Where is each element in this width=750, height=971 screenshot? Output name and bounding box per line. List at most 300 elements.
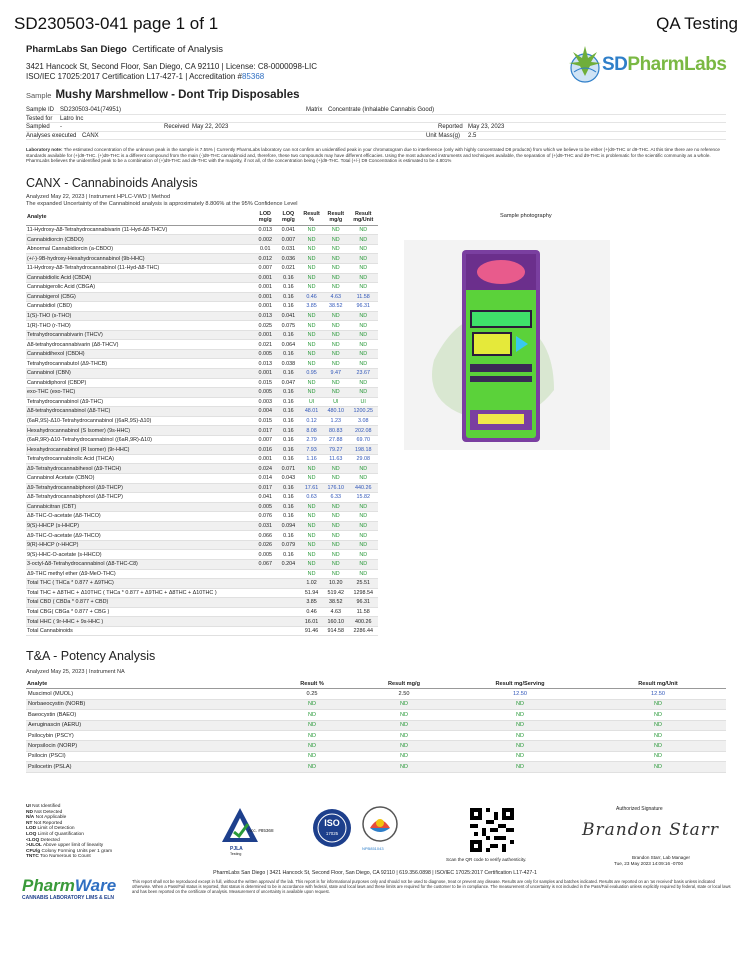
table-row: [26, 235, 378, 245]
sdpharmlabs-logo: [566, 40, 732, 90]
legend-item: ND Not Detected: [26, 809, 63, 815]
cell-value: 8.08: [300, 426, 323, 436]
cell-value: 0.079: [277, 540, 300, 550]
cell-value: 0.12: [300, 416, 323, 426]
total-label: Total THC ( THCa * 0.877 + Δ9THC): [26, 579, 254, 589]
cell-value: 0.16: [277, 550, 300, 560]
cell-value: ND: [300, 254, 323, 264]
cell-value: ND: [348, 225, 378, 235]
table-row: [26, 378, 378, 388]
table-row: [26, 502, 378, 512]
reported-date: May 23, 2023: [468, 124, 505, 131]
total-value: 11.58: [348, 607, 378, 617]
table-header: [26, 680, 726, 689]
canx-analyzed: Analyzed May 22, 2023 | Instrument HPLC-VWD | Method: [26, 194, 171, 200]
cell-value: UI: [323, 397, 348, 407]
total-value: 25.51: [348, 579, 378, 589]
lab-address-block: [26, 62, 317, 82]
cell-value: 0.16: [277, 426, 300, 436]
qr-caption: Scan the QR code to verify authenticity.: [446, 857, 527, 862]
cell-value: 0.017: [254, 426, 277, 436]
cell-value: ND: [348, 540, 378, 550]
cell-value: ND: [323, 540, 348, 550]
cell-value: ND: [300, 569, 323, 579]
footer-address: PharmLabs San Diego | 3421 Hancock St, Second Floor, San Diego, CA 92110 | 619.356.0898 | ISO/IEC 17025:2017 Certification L17-427-1: [213, 870, 537, 876]
cell-value: 0.013: [254, 311, 277, 321]
sample-label: Sample: [26, 91, 52, 100]
verification-qr-code[interactable]: [470, 808, 514, 852]
analyte-name: Hexahydrocannabinol (S Isomer) (9s-HHC): [26, 426, 254, 436]
table-row: [26, 330, 378, 340]
cell-value: 0.007: [254, 435, 277, 445]
table-row: [26, 710, 726, 720]
totals-row: [26, 588, 378, 598]
cell-value: 0.007: [254, 264, 277, 274]
cell-value: 0.047: [277, 378, 300, 388]
total-value: 16.01: [300, 617, 323, 627]
cell-value: ND: [266, 751, 358, 761]
logo-text-sd: SD: [602, 54, 628, 75]
unit-mass: 2.5: [468, 132, 477, 139]
cell-value: ND: [358, 699, 450, 709]
cell-value: 0.001: [254, 273, 277, 283]
analyte-name: 9(S)-HHCP (s-HHCP): [26, 521, 254, 531]
table-row: [26, 559, 378, 569]
empty-cell: [254, 598, 277, 608]
cell-value: ND: [300, 531, 323, 541]
legend-item: NT Not Reported: [26, 820, 63, 826]
canx-uncertainty: The expanded Uncertainty of the Cannabinoid analysis is approximately 8.806% at the 95% Confidence Level: [26, 201, 298, 207]
meta-row-2: Tested for Latro Inc: [26, 115, 726, 124]
cell-value: ND: [590, 751, 726, 761]
table-row: [26, 464, 378, 474]
table-row: [26, 302, 378, 312]
total-value: 1298.54: [348, 588, 378, 598]
table-row: [26, 426, 378, 436]
cell-value: 0.16: [277, 349, 300, 359]
pjla-icon: [220, 806, 260, 846]
analyte-name: Cannabigerol (CBG): [26, 292, 254, 302]
legend-item: >ULOL Above upper limit of linearity: [26, 843, 104, 849]
legend-item: LOD Limit of Detection: [26, 826, 75, 832]
cell-value: 38.52: [323, 302, 348, 312]
table-row: [26, 311, 378, 321]
analyte-name: (6aR,9R)-Δ10-Tetrahydrocannabinol ((6aR,9R)-Δ10): [26, 435, 254, 445]
analyte-name: Muscimol (MUOL): [26, 689, 266, 699]
cell-value: ND: [300, 550, 323, 560]
empty-cell: [277, 598, 300, 608]
cell-value: 0.041: [254, 493, 277, 503]
cell-value: ND: [323, 550, 348, 560]
cell-value: 69.70: [348, 435, 378, 445]
totals-row: [26, 626, 378, 636]
table-row: [26, 407, 378, 417]
cell-value: ND: [358, 730, 450, 740]
analyte-name: Cannabidiol (CBD): [26, 302, 254, 312]
table-row: [26, 445, 378, 455]
table-row: [26, 454, 378, 464]
cell-value: ND: [348, 321, 378, 331]
cell-value: 0.014: [254, 474, 277, 484]
doc-type: Certificate of Analysis: [132, 44, 223, 55]
cell-value: ND: [323, 321, 348, 331]
cell-value: 0.001: [254, 292, 277, 302]
cell-value: ND: [300, 264, 323, 274]
analyte-name: (6aR,9S)-Δ10-Tetrahydrocannabinol ((6aR,9S)-Δ10): [26, 416, 254, 426]
cell-value: 0.025: [254, 321, 277, 331]
analyte-name: Cannabigerolic Acid (CBGA): [26, 283, 254, 293]
cell-value: ND: [300, 330, 323, 340]
accreditation-link[interactable]: 85368: [241, 72, 265, 81]
cell-value: ND: [348, 264, 378, 274]
analyte-name: Psilocin (PSCI): [26, 751, 266, 761]
cell-value: 0.003: [254, 397, 277, 407]
analyte-name: Cannabidiphorol (CBDP): [26, 378, 254, 388]
total-value: 4.63: [323, 607, 348, 617]
cell-value: 0.012: [254, 254, 277, 264]
total-value: 91.46: [300, 626, 323, 636]
meta-row-4: Analyses executed CANX Unit Mass(g) 2.5: [26, 132, 726, 141]
cell-value: ND: [300, 235, 323, 245]
cell-value: 0.024: [254, 464, 277, 474]
cell-value: ND: [348, 502, 378, 512]
analyte-name: 1(R)-THO (r-THO): [26, 321, 254, 331]
col-loq: LOQ mg/g: [277, 210, 300, 225]
analyte-name: Cannabinol Acetate (CBNO): [26, 474, 254, 484]
cell-value: ND: [590, 710, 726, 720]
analyte-name: Δ9-THC methyl ether (Δ9-MeO-THC): [26, 569, 254, 579]
cell-value: 0.005: [254, 388, 277, 398]
cell-value: ND: [323, 283, 348, 293]
cell-value: 12.50: [590, 689, 726, 699]
lab-title-line: [26, 44, 223, 55]
analyte-name: Cannabicitran (CBT): [26, 502, 254, 512]
cell-value: 0.16: [277, 493, 300, 503]
table-row: [26, 359, 378, 369]
cell-value: ND: [450, 741, 590, 751]
cell-value: 9.47: [323, 369, 348, 379]
analyte-name: Tetrahydrocannabivarin (THCV): [26, 330, 254, 340]
cell-value: 0.076: [254, 512, 277, 522]
cell-value: 0.002: [254, 235, 277, 245]
cell-value: ND: [323, 349, 348, 359]
sample-photo-label: Sample photography: [500, 213, 552, 219]
analyte-name: Psilocybin (PSCY): [26, 730, 266, 740]
cell-value: 6.33: [323, 493, 348, 503]
cell-value: 17.61: [300, 483, 323, 493]
cell-value: ND: [348, 254, 378, 264]
page-header-label: QA Testing: [656, 14, 738, 33]
cell-value: 0.001: [254, 330, 277, 340]
cell-value: 0.031: [277, 244, 300, 254]
analyte-name: Cannabidiorcin (CBDO): [26, 235, 254, 245]
col-result-mgserving: Result mg/Serving: [450, 680, 590, 689]
cell-value: ND: [300, 559, 323, 569]
cell-value: 0.01: [254, 244, 277, 254]
cell-value: ND: [266, 699, 358, 709]
pjla-label: PJLA: [230, 846, 243, 852]
analyte-name: Δ8-Tetrahydrocannabiphorol (Δ8-THCP): [26, 493, 254, 503]
cell-value: ND: [323, 225, 348, 235]
iso-icon: [312, 808, 352, 848]
lab-address: 3421 Hancock St, Second Floor, San Diego, CA 92110 | License: C8-0000098-LIC: [26, 62, 317, 71]
cell-value: ND: [450, 720, 590, 730]
lab-name: PharmLabs San Diego: [26, 44, 127, 55]
total-label: Total THC + Δ8THC + Δ10THC ( THCa * 0.877 + Δ9THC + Δ8THC + Δ10THC ): [26, 588, 254, 598]
potency-table: [26, 680, 726, 773]
empty-cell: [254, 588, 277, 598]
cell-value: 11.63: [323, 454, 348, 464]
sample-photo: [404, 240, 610, 450]
cell-value: ND: [450, 730, 590, 740]
total-value: 51.94: [300, 588, 323, 598]
cell-value: 4.63: [323, 292, 348, 302]
table-row: [26, 483, 378, 493]
cell-value: ND: [323, 521, 348, 531]
totals-row: [26, 579, 378, 589]
total-label: Total HHC ( 9r-HHC + 9s-HHC ): [26, 617, 254, 627]
col-result-mgunit: Result mg/Unit: [590, 680, 726, 689]
empty-cell: [277, 626, 300, 636]
cell-value: 0.031: [254, 521, 277, 531]
cell-value: 0.46: [300, 292, 323, 302]
total-value: 10.20: [323, 579, 348, 589]
cell-value: 0.015: [254, 416, 277, 426]
total-label: Total CBG( CBGa * 0.877 + CBG ): [26, 607, 254, 617]
table-row: [26, 292, 378, 302]
cell-value: 0.007: [277, 235, 300, 245]
analyte-name: Δ8-tetrahydrocannabinol (Δ8-THC): [26, 407, 254, 417]
meta-row-1: Sample ID SD230503-041(74951) Matrix Concentrate (Inhalable Cannabis Good): [26, 106, 726, 115]
cell-value: ND: [300, 349, 323, 359]
iso-badge: ISO 17025: [312, 808, 352, 848]
cell-value: ND: [348, 521, 378, 531]
table-row: [26, 397, 378, 407]
cell-value: 0.16: [277, 483, 300, 493]
cell-value: 0.017: [254, 483, 277, 493]
cell-value: ND: [300, 502, 323, 512]
cell-value: 0.026: [254, 540, 277, 550]
cell-value: 202.08: [348, 426, 378, 436]
col-analyte: Analyte: [26, 680, 266, 689]
sample-title: [26, 89, 300, 101]
cell-value: UI: [300, 397, 323, 407]
table-row: [26, 340, 378, 350]
cell-value: 0.16: [277, 416, 300, 426]
page-header-id: SD230503-041 page 1 of 1: [14, 14, 219, 33]
col-result-pct: Result %: [300, 210, 323, 225]
cell-value: 0.004: [254, 407, 277, 417]
canx-title: CANX - Cannabinoids Analysis: [26, 176, 198, 190]
cell-value: ND: [266, 710, 358, 720]
analyte-name: 11-Hydroxy-Δ8-Tetrahydrocannabivarin (11-Hyd-Δ8-THCV): [26, 225, 254, 235]
cell-value: 0.021: [277, 264, 300, 274]
ta-analyzed: Analyzed May 25, 2023 | Instrument NA: [26, 669, 125, 675]
cell-value: ND: [300, 225, 323, 235]
analyte-name: Cannabinol (CBN): [26, 369, 254, 379]
cell-value: ND: [323, 512, 348, 522]
table-row: [26, 531, 378, 541]
cell-value: ND: [323, 244, 348, 254]
cell-value: 3.85: [300, 302, 323, 312]
analyte-name: Δ9-Tetrahydrocannabiphorol (Δ9-THCP): [26, 483, 254, 493]
table-row: [26, 521, 378, 531]
cell-value: 0.001: [254, 283, 277, 293]
table-header: [26, 210, 378, 225]
cell-value: ND: [323, 273, 348, 283]
cell-value: ND: [300, 244, 323, 254]
acc-label: Acc. #85368: [248, 828, 274, 833]
empty-cell: [277, 579, 300, 589]
table-row: [26, 550, 378, 560]
laboratory-note: Laboratory note: The estimated concentration of the unknown peak in the sample is 7.55% | Currently PharmLabs laboratory can not confirm an unidentified peak in your chromatogram due to interference (only with highly concentrated D8 products) from which we believe to be either (+)d9-THC or d9-THC. At this time there are no reference standards available for (+)d9-THC. (+)d9-THC is a different compound from the main (-)d9-THC cannabinoid and, therefore, these two compounds may have different efficacies. Using the most advanced instruments and techniques available, the separation of (+)d9-THC and d9-THC is problematic for the scientific community as a whole. PharmLabs believes the unidentified peak to be a combination of (+)d9-THC and d9-THC with the majority, if not all, of the concentration being (+)d9-THC. Total (+/-) D9 Concentration is estimated to be 4.801%: [26, 147, 720, 164]
cell-value: 0.001: [254, 302, 277, 312]
cell-value: ND: [358, 720, 450, 730]
cell-value: [277, 569, 300, 579]
total-value: 3.85: [300, 598, 323, 608]
cell-value: ND: [358, 710, 450, 720]
legend-item: N/A Not Applicable: [26, 815, 67, 821]
legend-item: TNTC Too Numerous to Count: [26, 854, 91, 860]
analyte-name: Tetrahydrocannabutol (Δ9-THCB): [26, 359, 254, 369]
cell-value: ND: [348, 330, 378, 340]
cell-value: ND: [300, 378, 323, 388]
total-value: 96.31: [348, 598, 378, 608]
cell-value: ND: [300, 359, 323, 369]
cell-value: 3.08: [348, 416, 378, 426]
cell-value: ND: [590, 720, 726, 730]
cell-value: ND: [358, 762, 450, 772]
analyte-name: Norbaeocystin (NORB): [26, 699, 266, 709]
cell-value: ND: [348, 512, 378, 522]
total-value: 160.10: [323, 617, 348, 627]
table-row: [26, 730, 726, 740]
empty-cell: [277, 617, 300, 627]
cell-value: ND: [266, 762, 358, 772]
table-row: [26, 762, 726, 772]
footer-disclaimer: This report shall not be reproduced except in full, without the written approval of the lab. This report is for informational purposes only and should not be used to diagnose, treat or prevent any disease. Results are only for samples and batches indicated. Results are reported on an 'as received' basis unless indicated otherwise. When a Pass/Fail status is reported, that status is determined to be in accordance with federal, state and local laws and these limits are required for the customer to be in compliance. The measurement of uncertainty is not included in the Pass/Fail evaluation unless explicitly required by federal, state or local laws and has been reported on the certificate of analysis. Measurement of uncertainty is available upon request.: [132, 879, 731, 894]
cell-value: ND: [348, 378, 378, 388]
cell-value: ND: [323, 559, 348, 569]
legend-item: UI Not Identified: [26, 804, 61, 809]
cell-value: 0.041: [277, 311, 300, 321]
analyte-name: Δ9-THC-O-acetate (Δ9-THCO): [26, 531, 254, 541]
cell-value: ND: [323, 254, 348, 264]
totals-row: [26, 617, 378, 627]
cell-value: 0.16: [277, 330, 300, 340]
cell-value: ND: [348, 349, 378, 359]
cell-value: ND: [323, 340, 348, 350]
empty-cell: [254, 607, 277, 617]
cell-value: ND: [300, 521, 323, 531]
cell-value: 80.83: [323, 426, 348, 436]
cell-value: ND: [590, 762, 726, 772]
logo-text-pharmlabs: PharmLabs: [627, 54, 727, 75]
cell-value: ND: [300, 340, 323, 350]
cell-value: 2.79: [300, 435, 323, 445]
cell-value: 0.16: [277, 302, 300, 312]
analyte-name: Cannabidiolic Acid (CBDA): [26, 273, 254, 283]
cell-value: 27.88: [323, 435, 348, 445]
cell-value: ND: [348, 569, 378, 579]
cell-value: ND: [266, 730, 358, 740]
legend-item: <LOQ Detected: [26, 837, 60, 843]
cell-value: ND: [348, 388, 378, 398]
cell-value: 0.16: [277, 397, 300, 407]
analyte-name: 1(S)-THO (s-THO): [26, 311, 254, 321]
cell-value: ND: [348, 235, 378, 245]
pjla-badge: Acc. #85368 PJLA Testing: [220, 806, 280, 854]
lab-iso: ISO/IEC 17025:2017 Certification L17-427-1 | Accreditation #85368: [26, 72, 265, 81]
analyte-name: Norpsilocin (NORP): [26, 741, 266, 751]
cell-value: ND: [266, 741, 358, 751]
analyte-name: Tetrahydrocannabinolic Acid (THCA): [26, 454, 254, 464]
product-photo-image: [404, 240, 610, 450]
table-row: [26, 321, 378, 331]
cell-value: ND: [300, 474, 323, 484]
cell-value: ND: [323, 330, 348, 340]
analyte-name: Tetrahydrocannabinol (Δ9-THC): [26, 397, 254, 407]
table-row: [26, 689, 726, 699]
cell-value: ND: [450, 751, 590, 761]
table-row: [26, 751, 726, 761]
cell-value: 0.038: [277, 359, 300, 369]
table-row: [26, 349, 378, 359]
total-value: 914.58: [323, 626, 348, 636]
cell-value: ND: [358, 751, 450, 761]
analyte-name: Δ9-Tetrahydrocannabihexol (Δ9-THCH): [26, 464, 254, 474]
table-row: [26, 264, 378, 274]
table-row: [26, 435, 378, 445]
cell-value: 7.93: [300, 445, 323, 455]
cell-value: ND: [300, 388, 323, 398]
cell-value: ND: [348, 311, 378, 321]
cell-value: 11.58: [348, 292, 378, 302]
cell-value: ND: [323, 378, 348, 388]
cell-value: ND: [323, 569, 348, 579]
cell-value: 0.16: [277, 273, 300, 283]
signature-script: Brandon Starr: [582, 820, 720, 840]
cell-value: [254, 569, 277, 579]
table-row: [26, 569, 378, 579]
col-analyte: Analyte: [26, 210, 254, 225]
empty-cell: [254, 617, 277, 627]
cell-value: 0.016: [254, 445, 277, 455]
analyte-name: Cannabidihexol (CBDH): [26, 349, 254, 359]
analyte-name: exo-THC (exo-THC): [26, 388, 254, 398]
analyte-name: Hexahydrocannabinol (R Isomer) (9r-HHC): [26, 445, 254, 455]
cell-value: UI: [348, 397, 378, 407]
cell-value: 0.16: [277, 502, 300, 512]
cell-value: 0.63: [300, 493, 323, 503]
legend-item: CFU/g Colony Forming Units per 1 gram: [26, 848, 113, 854]
cell-value: 0.015: [254, 378, 277, 388]
analyte-name: Δ8-THC-O-acetate (Δ8-THCO): [26, 512, 254, 522]
signature-date: Tue, 23 May 2023 14:09:16 -0700: [614, 861, 684, 866]
cell-value: ND: [348, 464, 378, 474]
table-row: [26, 369, 378, 379]
cell-value: 0.16: [277, 435, 300, 445]
table-row: [26, 540, 378, 550]
cell-value: ND: [348, 340, 378, 350]
analyte-name: 3-octyl-Δ8-Tetrahydrocannabinol (Δ8-THC-C8): [26, 559, 254, 569]
cell-value: ND: [348, 273, 378, 283]
cell-value: 0.204: [277, 559, 300, 569]
signature-label: Authorized Signature: [616, 806, 663, 812]
cell-value: 0.066: [254, 531, 277, 541]
cell-value: ND: [300, 273, 323, 283]
empty-cell: [254, 579, 277, 589]
